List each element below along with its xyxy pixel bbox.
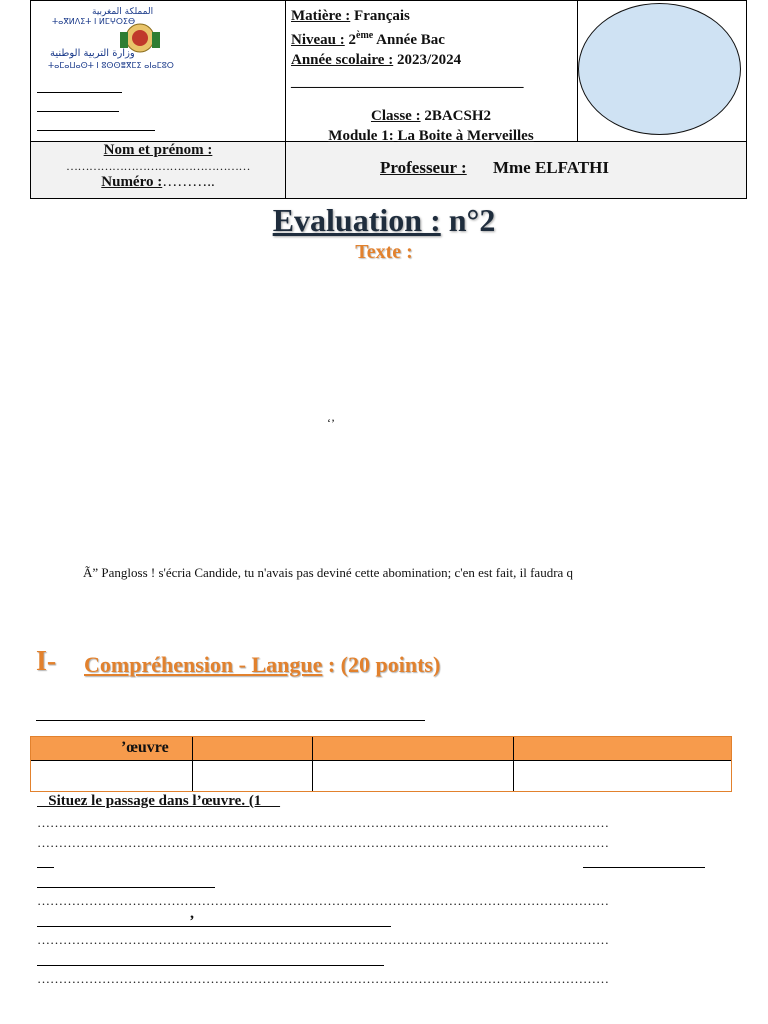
coat-of-arms-icon	[40, 4, 268, 72]
annee-value: 2023/2024	[393, 52, 462, 68]
table-cell-2[interactable]	[193, 761, 311, 791]
exam-info	[291, 6, 571, 146]
short-line-3	[37, 887, 215, 888]
short-line-2	[583, 867, 705, 868]
module-value: La Boite à Merveilles	[397, 128, 534, 144]
prof-name: Mme ELFATHI	[492, 158, 609, 177]
matiere-label: Matière :	[291, 8, 351, 24]
separator-line: _______________________________	[291, 74, 524, 90]
niveau-sup: ème	[356, 30, 374, 41]
table-col-divider-1	[192, 737, 193, 760]
section-number: I-	[36, 646, 57, 677]
quote-mark: ‘’	[327, 416, 335, 430]
niveau-row	[291, 26, 571, 50]
nom-label: Nom et prénom :	[103, 142, 213, 158]
table-cell-1[interactable]	[31, 761, 191, 791]
info-table	[30, 736, 732, 792]
table-col-divider-2	[312, 737, 313, 760]
info-table-header-oeuvre: ’œuvre	[121, 739, 169, 756]
answer-dots-1[interactable]: ……………………………………………………………………………………………………………………	[37, 815, 609, 830]
photo-oval	[578, 3, 741, 135]
classe-value: 2BACSH2	[420, 108, 491, 124]
blank-line-1	[37, 92, 122, 93]
answer-dots-5[interactable]: ……………………………………………………………………………………………………………………	[37, 971, 609, 986]
table-cell-4[interactable]	[514, 761, 731, 791]
page-title	[0, 202, 768, 239]
professor-info	[380, 158, 609, 178]
prof-label: Professeur :	[380, 158, 467, 177]
student-identity	[32, 142, 284, 191]
blank-line-2	[37, 111, 119, 112]
niveau-value: 2	[344, 32, 356, 48]
header-divider-1	[285, 1, 286, 198]
short-line-1	[37, 867, 54, 868]
passage-text: Ã” Pangloss ! s'écria Candide, tu n'avais pas deviné cette abomination; c'en est fait, il faudra q	[83, 565, 574, 580]
niveau-label: Niveau :	[291, 32, 345, 48]
section-title-main: Compréhension - Langue	[84, 652, 323, 677]
numero-label: Numéro :	[101, 174, 163, 190]
nom-field[interactable]: …………………………………………	[66, 159, 250, 173]
svg-text:وزارة التربية الوطنية: وزارة التربية الوطنية	[50, 48, 135, 59]
svg-text:ⵜⴰⴳⵍⴷⵉⵜ ⵏ ⵍⵎⵖⵔⵉⴱ: ⵜⴰⴳⵍⴷⵉⵜ ⵏ ⵍⵎⵖⵔⵉⴱ	[52, 17, 136, 26]
annee-label: Année scolaire :	[291, 52, 394, 68]
title-part2: n°2	[440, 202, 496, 238]
section-title	[84, 652, 440, 678]
answer-dots-2[interactable]: ……………………………………………………………………………………………………………………	[37, 835, 609, 850]
module-label: Module 1:	[328, 128, 394, 144]
comma-mark: ,	[190, 905, 194, 922]
niveau-value-post: Année Bac	[373, 32, 445, 48]
short-line-5	[37, 965, 384, 966]
section-title-points: : (20 points)	[322, 652, 441, 677]
matiere-value: Français	[350, 8, 410, 24]
classe-label: Classe :	[370, 108, 421, 124]
short-line-4	[37, 926, 391, 927]
svg-text:ⵜⴰⵎⴰⵡⴰⵙⵜ ⵏ ⵓⵙⵙⴻⴳⵎⵉ ⴰⵏⴰⵎⵓⵔ: ⵜⴰⵎⴰⵡⴰⵙⵜ ⵏ ⵓⵙⵙⴻⴳⵎⵉ ⴰⵏⴰⵎⵓⵔ	[48, 61, 174, 70]
annee-row	[291, 50, 571, 70]
module-row	[291, 126, 571, 146]
blank-line-3	[37, 130, 155, 131]
title-part1: Evaluation :	[272, 202, 441, 238]
question-1: Situez le passage dans l’œuvre. (1	[37, 793, 281, 809]
texte-heading: Texte :	[355, 241, 413, 263]
svg-text:المملكة المغربية: المملكة المغربية	[92, 7, 154, 17]
classe-row	[291, 106, 571, 126]
table-col-divider-3	[513, 737, 514, 760]
answer-dots-4[interactable]: ……………………………………………………………………………………………………………………	[37, 932, 609, 947]
answer-line-top[interactable]	[36, 720, 425, 721]
table-cell-3[interactable]	[313, 761, 512, 791]
numero-field[interactable]: ………..	[162, 174, 215, 190]
answer-dots-3[interactable]: ……………………………………………………………………………………………………………………	[37, 893, 609, 908]
ministry-logo	[40, 4, 268, 72]
matiere-row	[291, 6, 571, 26]
numero-row	[32, 174, 284, 191]
